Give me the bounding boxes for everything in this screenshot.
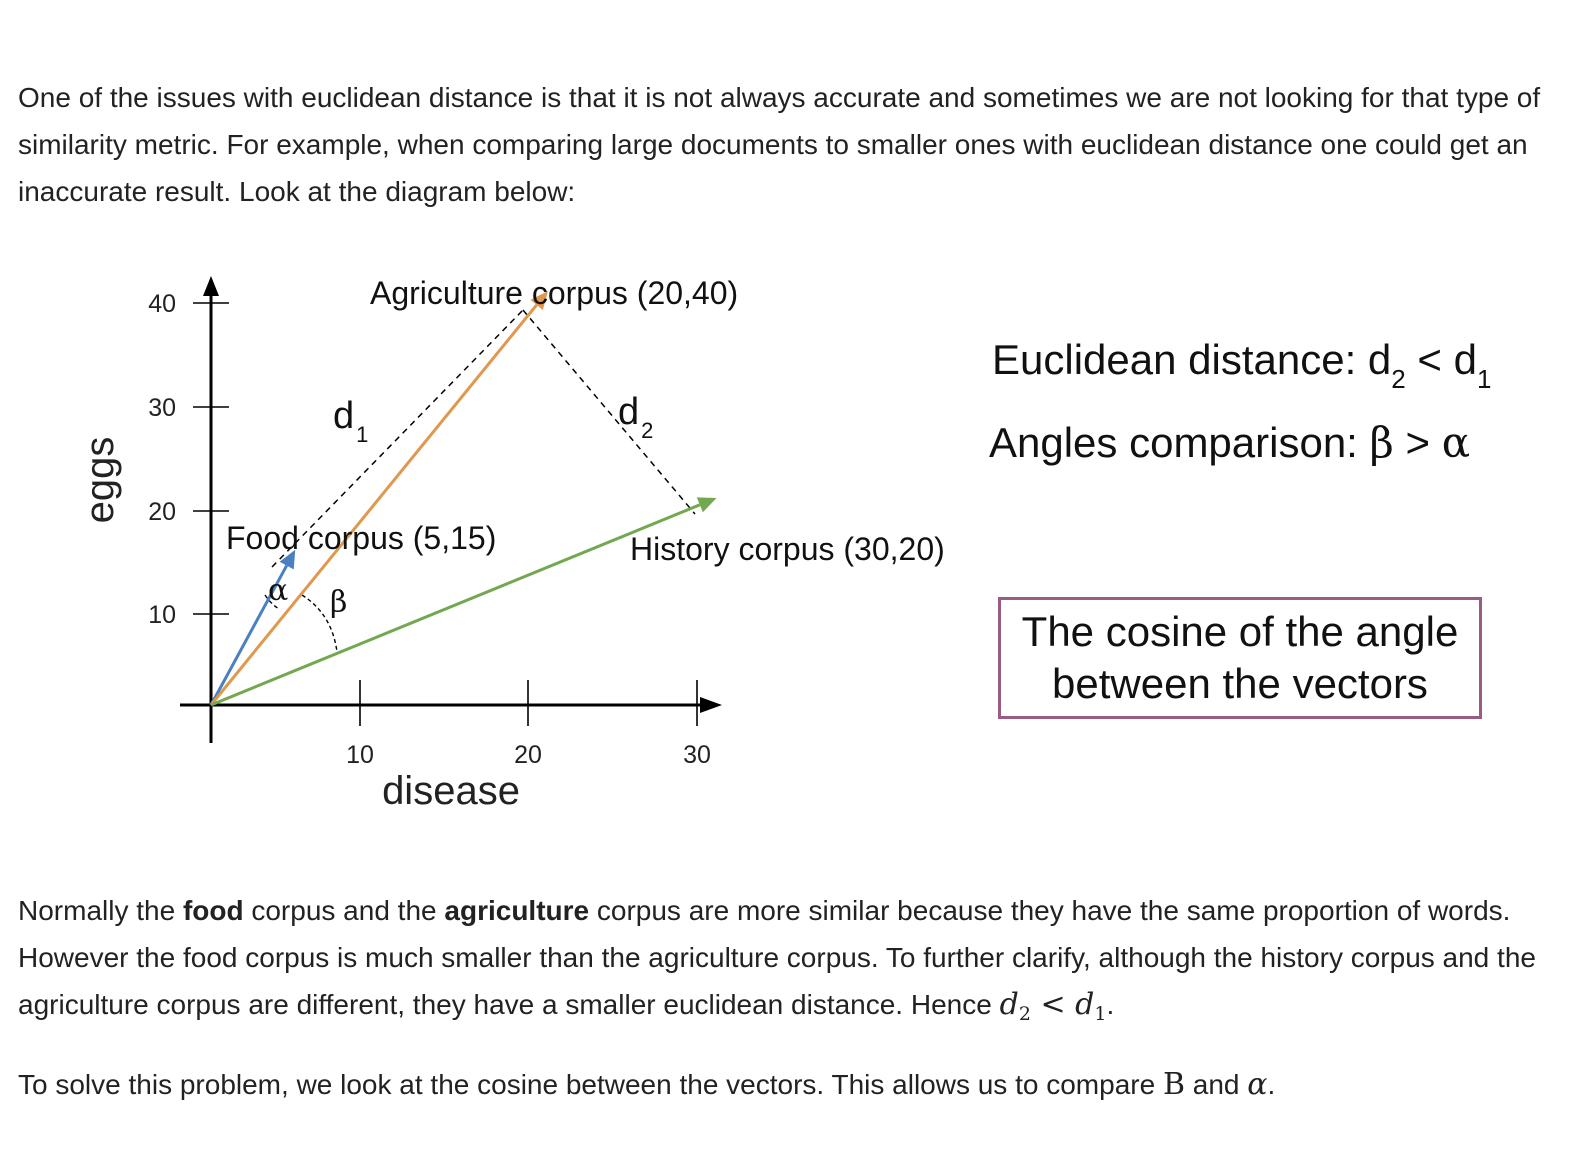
y-tick-label: 40 [148, 290, 176, 318]
y-tick-label: 30 [148, 394, 176, 422]
y-tick-label: 20 [148, 498, 176, 526]
d2-dashed-line [523, 310, 695, 514]
d2-label: $d_2$ [618, 391, 654, 443]
x-axis-arrowhead [700, 697, 722, 713]
beta-label: β [330, 585, 348, 620]
cosine-callout-line1: The cosine of the angle [1021, 608, 1459, 655]
agriculture-vector-label: Agriculture corpus (20,40) [370, 275, 739, 311]
food-bold: food [182, 895, 244, 926]
x-ticks [360, 680, 697, 726]
alpha-label: α [268, 573, 289, 608]
d1-label: $d_1$ [333, 395, 369, 447]
math-alpha: α [1247, 1067, 1268, 1102]
x-axis-label: disease [382, 769, 520, 813]
math-inequality: $d_2 < d_1$ [999, 987, 1107, 1025]
x-tick-label: 30 [683, 741, 711, 769]
solution-paragraph: To solve this problem, we look at the cosine between the vectors. This allows us to compare B and α. [18, 1067, 1276, 1102]
vector-diagram [0, 240, 1000, 830]
y-axis-arrowhead [203, 276, 219, 296]
agriculture-bold: agriculture [444, 895, 590, 926]
history-vector-label: History corpus (30,20) [630, 531, 945, 567]
euclidean-comparison: Euclidean distance: $d_2 < d_1$ [992, 336, 1492, 394]
intro-paragraph: One of the issues with euclidean distance is that it is not always accurate and sometimes we are not looking for that type of similarity metric. For example, when comparing large documents to smaller ones with euclidean distance one could get an inaccurate result. Look at the diagram below: [18, 82, 1541, 207]
cosine-callout-box [998, 597, 1482, 719]
cosine-callout-line2: between the vectors [1052, 660, 1428, 707]
y-tick-label: 10 [148, 601, 176, 629]
math-B: B [1162, 1067, 1185, 1102]
food-vector-label: Food corpus (5,15) [226, 520, 497, 556]
x-tick-label: 20 [514, 741, 542, 769]
y-axis-label: eggs [78, 436, 122, 524]
x-tick-label: 10 [346, 741, 374, 769]
angles-comparison: Angles comparison: β > α [989, 418, 1471, 467]
explanation-paragraph: Normally the food corpus and the agriculture corpus are more similar because they have the same proportion of words. However the food corpus is much smaller than the agriculture corpus. To further clarify, although the history corpus and the agriculture corpus are different, they have a smaller euclidean distance. Hence $d_2 < d_1$. [18, 895, 1536, 1025]
agriculture-vector [211, 305, 537, 705]
